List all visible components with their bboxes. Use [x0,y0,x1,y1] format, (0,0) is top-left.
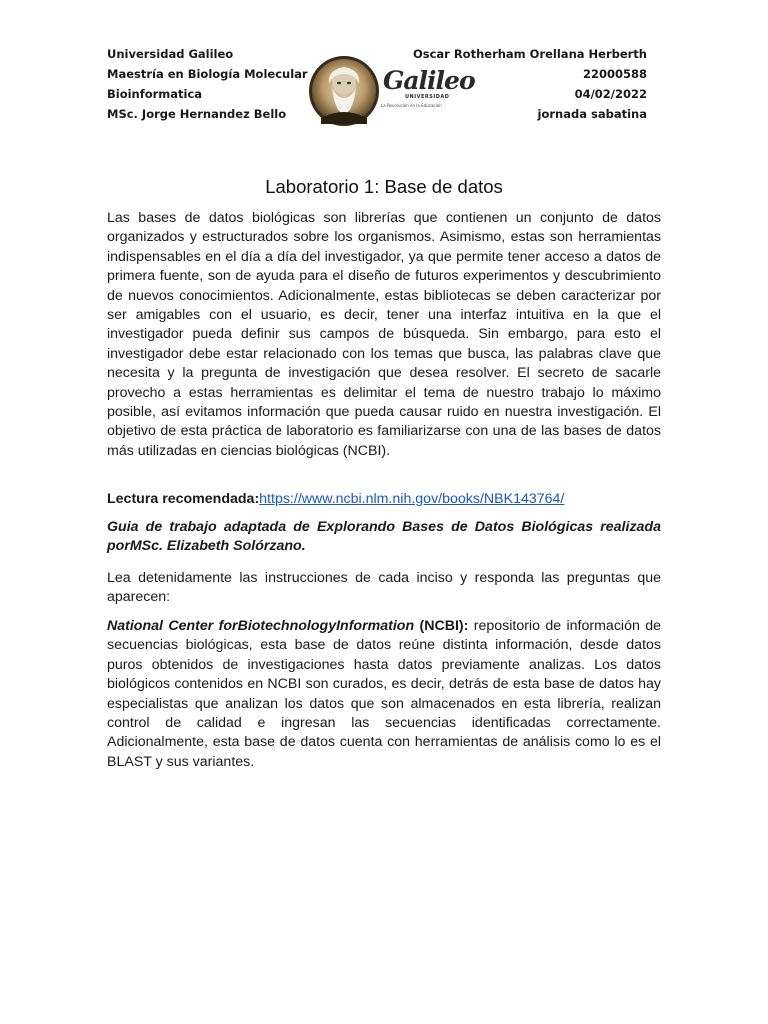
reading-link[interactable]: https://www.ncbi.nlm.nih.gov/books/NBK143764/ [259,491,565,507]
recommended-reading [107,490,661,509]
header-professor: MSc. Jorge Hernandez Bello [107,107,287,121]
header-schedule: jornada sabatina [537,107,647,121]
guide-credit: Guia de trabajo adaptada de Explorando Bases de Datos Biológicas realizada porMSc. Elizabeth Solórzano. [107,519,661,555]
header-right-block [413,44,647,124]
header-left-block [107,44,308,124]
wordmark-text: Galileo [383,66,475,95]
ncbi-paragraph [107,617,661,772]
header-university: Universidad Galileo [107,47,234,61]
ncbi-abbr: (NCBI): [414,618,469,634]
header-date: 04/02/2022 [574,87,647,101]
document-title: Laboratorio 1: Base de datos [265,176,503,197]
ncbi-description: repositorio de información de secuencias biológicas, esta base de datos reúne distinta información, desde datos puros obtenidos de investigaciones hasta datos previamente analizas. Los datos biológicos contenidos en NCBI son curados, es decir, detrás de esta base de datos hay especialistas que analizan los datos que son almacenados en esta librería, realizan control de calidad e ingresan las secuencias identificadas correctamente. Adicionalmente, esta base de datos cuenta con herramientas de análisis como lo es el BLAST y sus variantes. [107,618,662,770]
header-course: Bioinformatica [107,87,203,101]
ncbi-name: National Center forBiotechnologyInformation [107,618,415,634]
reading-label: Lectura recomendada: [107,491,260,507]
document-header [107,44,647,134]
galileo-bust-seal-icon [307,54,381,128]
header-student-name: Oscar Rotherham Orellana Herberth [412,47,647,61]
instructions-paragraph: Lea detenidamente las instrucciones de cada inciso y responda las preguntas que aparecen: [107,570,661,606]
wordmark-subtitle: UNIVERSIDAD [405,94,450,100]
header-student-id: 22000588 [582,67,647,81]
wordmark-tagline: La Revolución en la Educación [381,103,442,108]
header-program: Maestría en Biología Molecular [107,67,308,81]
intro-paragraph: Las bases de datos biológicas son librerías que contienen un conjunto de datos organizados y estructurados sobre los organismos. Asimismo, estas son herramientas indispensables en el día a día del investigador, ya que permite tener acceso a datos de primera fuente, son de ayuda para el diseño de futuros experimentos y descubrimiento de nuevos conocimientos. Adicionalmente, estas bibliotecas se deben caracterizar por ser amigables con el usuario, es decir, tener una interfaz intuitiva en la que el investigador pueda definir sus campos de búsqueda. Sin embargo, para esto el investigador debe estar relacionado con los temas que busca, las palabras clave que necesita y la pregunta de investigación que desea resolver. El secreto de sacarle provecho a estas herramientas es delimitar el tema de nuestro trabajo lo máximo posible, así evitamos información que pueda causar ruido en nuestra investigación. El objetivo de esta práctica de laboratorio es familiarizarse con una de las bases de datos más utilizadas en ciencias biológicas (NCBI). [107,210,661,459]
